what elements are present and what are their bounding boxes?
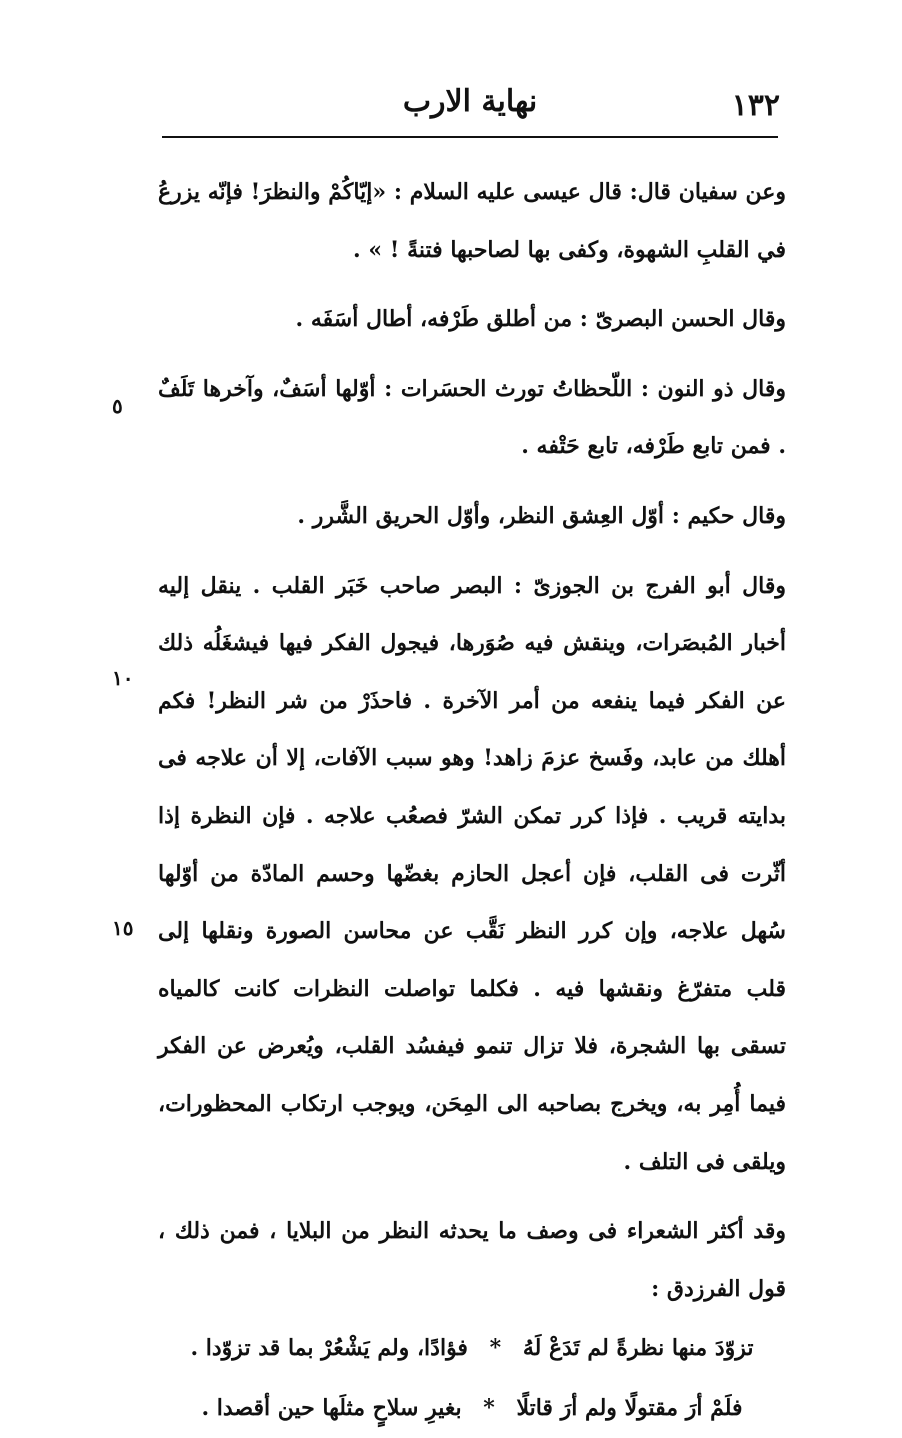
paragraph-hasan-basri: وقال الحسن البصرىّ : من أطلق طَرْفه، أطال أسَفَه . — [295, 306, 786, 333]
running-title: نهاية الارب — [402, 84, 538, 119]
paragraph-poets-intro: وقد أكثر الشعراء فى وصف ما يحدثه النظر من البلايا ، فمن ذلك ، قول الفرزدق : — [158, 1218, 786, 1302]
page-header — [160, 82, 780, 126]
verse-1-second-hemistich: فؤادًا، ولم يَشْعُرْ بما قد تزوّدا . — [190, 1335, 468, 1362]
header-rule — [162, 136, 778, 138]
page-number: ١٣٢ — [731, 88, 780, 123]
verse-line-1 — [158, 1318, 786, 1378]
verse-2-second-hemistich: بغيرِ سلاحٍ مثلَها حين أقصدا . — [201, 1395, 462, 1422]
paragraph-dhul-nun: وقال ذو النون : اللّحظاتُ تورث الحسَرات : أوّلها أسَفٌ، وآخرها تَلَفٌ . فمن تابع طَرْفه، تابع حَتْفه . — [158, 375, 786, 460]
line-number-5: ٥ — [112, 394, 123, 418]
line-number-10: ١٠ — [112, 666, 134, 690]
verse-1-separator: * — [489, 1335, 502, 1362]
verse-line-2 — [158, 1378, 786, 1438]
verse-2-first-hemistich: فلَمْ أرَ مقتولًا ولم أرَ قاتلًا — [516, 1395, 743, 1422]
body-text — [158, 164, 786, 1438]
paragraph-sufyan: وعن سفيان قال: قال عيسى عليه السلام : «إيّاكُمْ والنظرَ! فإنّه يزرعُ في القلبِ الشهوة، وكفى بها لصاحبها فتنةً ! » . — [158, 179, 786, 263]
verse-2-separator: * — [483, 1395, 495, 1422]
line-number-15: ١٥ — [112, 916, 134, 940]
verse-1-first-hemistich: تزوّدَ منها نظرةً لم تَدَعْ لَهُ — [522, 1335, 754, 1362]
paragraph-ibn-jawzi: وقال أبو الفرج بن الجوزىّ : البصر صاحب خَبَر القلب . ينقل إليه أخبار المُبصَرات، وينقش فيه صُوَرها، فيجول الفكر فيها فيشغَلُه ذلك عن الفكر فيما ينفعه من أمر الآخرة . فاحذَرْ من شر النظر! فكم أهلك من عابد، وفَسخ عزمَ زاهد! وهو سبب الآفات، إلا أن علاجه فى بدايته قريب . فإذا كرر تمكن الشرّ فصعُب علاجه . فإن النظرة إذا أثّرت فى القلب، فإن أعجل الحازم بغضّها وحسم المادّة من أوّلها سُهل علاجه، وإن كرر النظر نَقَّب عن محاسن الصورة ونقلها إلى قلب متفرّغ ونقشها فيه . فكلما تواصلت النظرات كانت كالمياه تسقى بها الشجرة، فلا تزال تنمو فيفسُد القلب، ويُعرض عن الفكر فيما أُمِر به، ويخرج بصاحبه الى المِحَن، ويوجب ارتكاب المحظورات، ويلقى فى التلف . — [158, 572, 786, 1175]
paragraph-hakim: وقال حكيم : أوّل العِشق النظر، وأوّل الحريق الشَّرر . — [297, 502, 786, 529]
